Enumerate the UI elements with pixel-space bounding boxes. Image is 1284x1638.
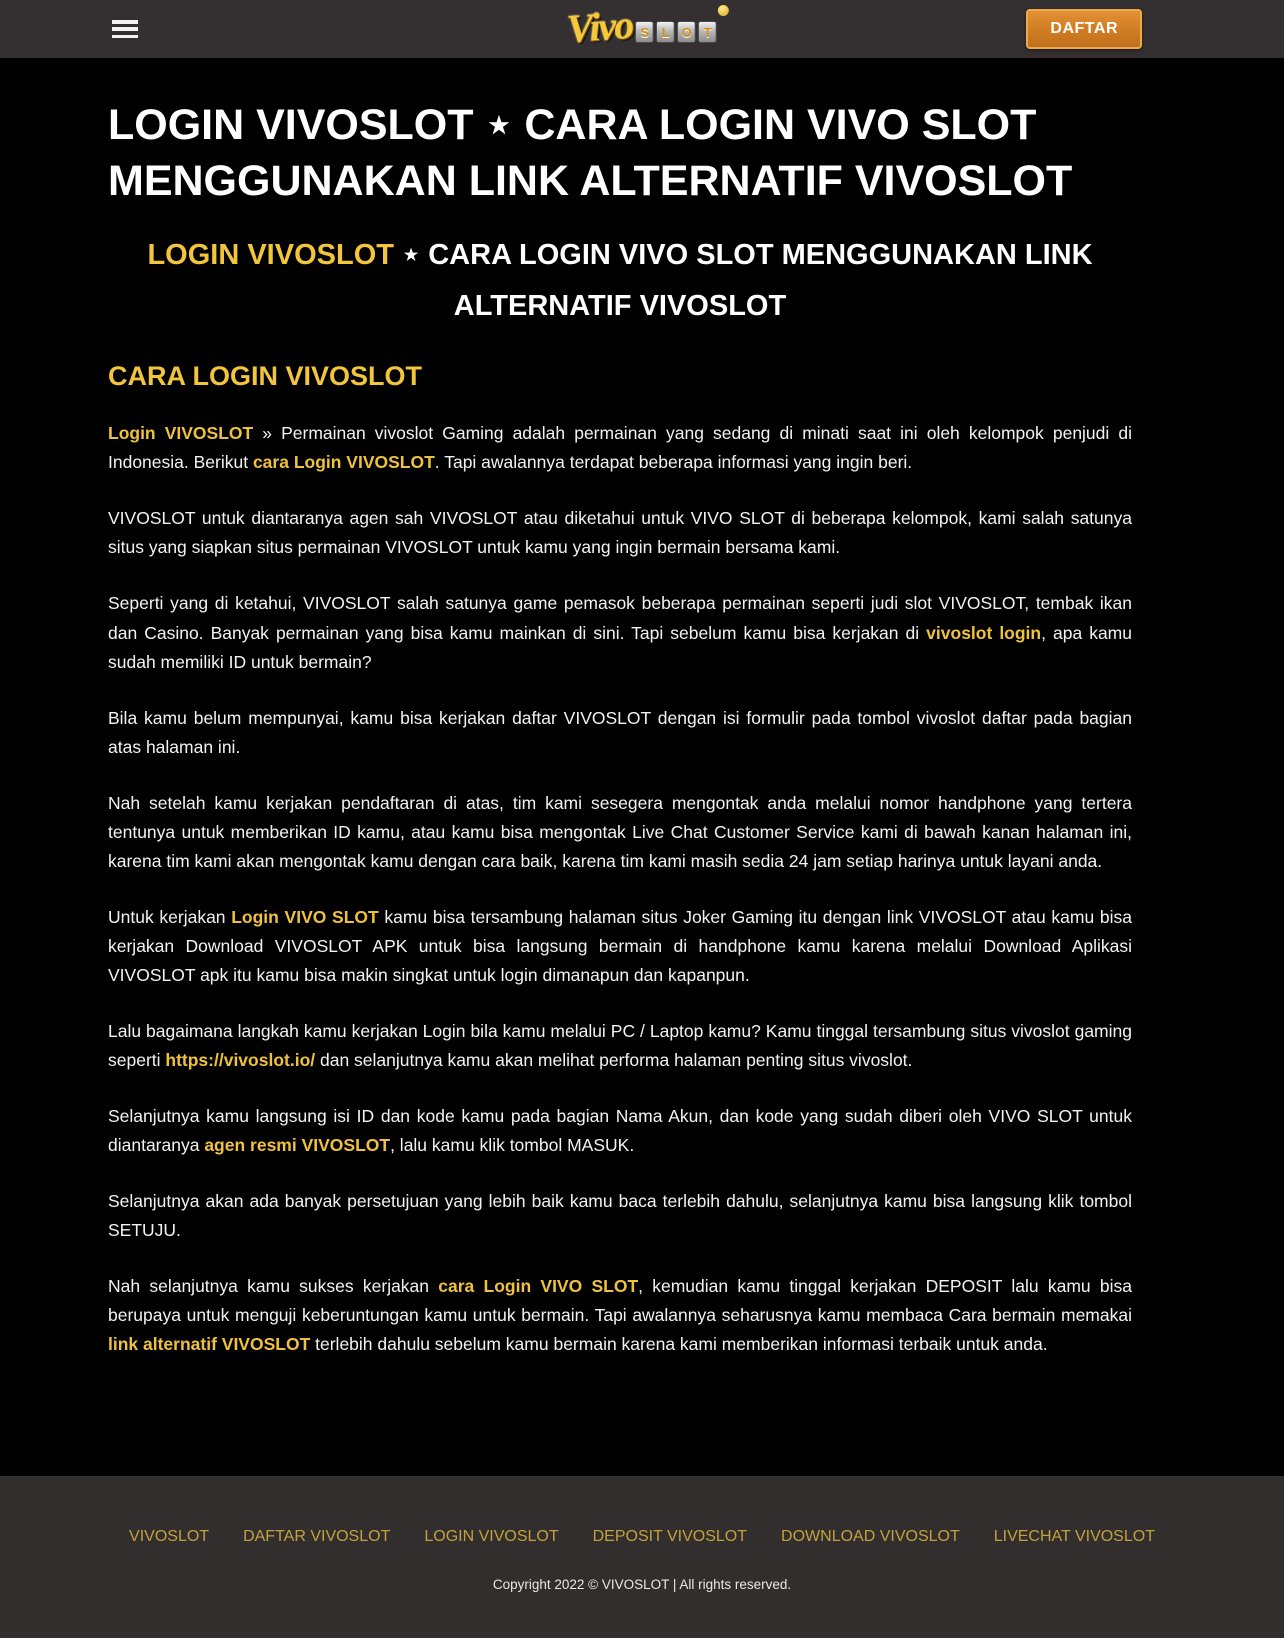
footer-link-vivoslot[interactable]: VIVOSLOT [129, 1528, 210, 1546]
logo-script-text: Vivo [565, 1, 634, 52]
paragraph: Nah setelah kamu kerjakan pendaftaran di atas, tim kami sesegera mengontak anda melalui nomor handphone yang tertera tentunya untuk memberikan ID kamu, atau kamu bisa mengontak Live Chat Customer Service kami di bawah kanan halaman ini, karena tim kami akan mengontak kamu dengan cara baik, karena tim kami masih sedia 24 jam setiap harinya untuk layani anda. [108, 792, 1132, 871]
inline-link[interactable]: Login VIVO SLOT [231, 906, 379, 927]
inline-link[interactable]: cara Login VIVOSLOT [252, 452, 435, 473]
logo-reel-letter: O [677, 21, 696, 43]
article-body [108, 419, 1132, 1359]
top-header-bar [0, 0, 1284, 58]
hamburger-menu-icon[interactable] [112, 20, 138, 38]
copyright-text: Copyright 2022 © VIVOSLOT | All rights reserved. [492, 1577, 792, 1593]
inline-link[interactable]: https://vivoslot.io/ [165, 1050, 316, 1071]
daftar-button[interactable]: DAFTAR [1026, 9, 1142, 49]
footer-link-livechat-vivoslot[interactable]: LIVECHAT VIVOSLOT [993, 1528, 1155, 1546]
sub-title-highlight: LOGIN VIVOSLOT [147, 238, 394, 271]
footer-link-deposit-vivoslot[interactable]: DEPOSIT VIVOSLOT [592, 1528, 748, 1546]
inline-link[interactable]: link alternatif VIVOSLOT [108, 1334, 311, 1355]
paragraph: Nah selanjutnya kamu sukses kerjakan cara Login VIVO SLOT, kemudian kamu tinggal kerjakan DEPOSIT lalu kamu bisa berupaya untuk menguji keberuntungan kamu untuk bermain. Tapi awalannya seharusnya kamu membaca Cara bermain memakai link alternatif VIVOSLOT terlebih dahulu sebelum kamu bermain karena kami memberikan informasi terbaik untuk anda. [108, 1276, 1132, 1355]
logo-reel-letter: T [698, 21, 717, 43]
paragraph: VIVOSLOT untuk diantaranya agen sah VIVOSLOT atau diketahui untuk VIVO SLOT di beberapa kelompok, kami salah satunya situs yang siapkan situs permainan VIVOSLOT untuk kamu yang ingin bermain bersama kami. [108, 508, 1132, 558]
footer-nav [0, 1528, 1284, 1546]
vivoslot-logo[interactable] [565, 1, 717, 52]
logo-reel-letter: L [656, 21, 675, 43]
inline-link[interactable]: cara Login VIVO SLOT [438, 1276, 639, 1297]
footer-link-download-vivoslot[interactable]: DOWNLOAD VIVOSLOT [781, 1528, 960, 1546]
footer-link-login-vivoslot[interactable]: LOGIN VIVOSLOT [424, 1528, 559, 1546]
paragraph: Seperti yang di ketahui, VIVOSLOT salah satunya game pemasok beberapa permainan seperti judi slot VIVOSLOT, tembak ikan dan Casino. Banyak permainan yang bisa kamu mainkan di sini. Tapi sebelum kamu bisa kerjakan di vivoslot login, apa kamu sudah memiliki ID untuk bermain? [108, 593, 1132, 672]
logo-reel-letter: S [635, 21, 654, 43]
sub-title-rest: ⋆ CARA LOGIN VIVO SLOT MENGGUNAKAN LINK ALTERNATIF VIVOSLOT [393, 238, 1093, 322]
logo-ball-icon [718, 5, 729, 16]
section-heading: CARA LOGIN VIVOSLOT [108, 361, 423, 392]
page-title: LOGIN VIVOSLOT ⋆ CARA LOGIN VIVO SLOT MENGGUNAKAN LINK ALTERNATIF VIVOSLOT [108, 101, 1073, 205]
footer-link-daftar-vivoslot[interactable]: DAFTAR VIVOSLOT [243, 1528, 391, 1546]
paragraph: Selanjutnya akan ada banyak persetujuan yang lebih baik kamu baca terlebih dahulu, selanjutnya kamu bisa langsung klik tombol SETUJU. [108, 1191, 1132, 1241]
paragraph: Lalu bagaimana langkah kamu kerjakan Login bila kamu melalui PC / Laptop kamu? Kamu tinggal tersambung situs vivoslot gaming seperti https://vivoslot.io/ dan selanjutnya kamu akan melihat performa halaman penting situs vivoslot. [108, 1020, 1132, 1071]
paragraph: Bila kamu belum mempunyai, kamu bisa kerjakan daftar VIVOSLOT dengan isi formulir pada tombol vivoslot daftar pada bagian atas halaman ini. [108, 707, 1132, 757]
sub-title [108, 230, 1132, 332]
paragraph: Untuk kerjakan Login VIVO SLOT kamu bisa tersambung halaman situs Joker Gaming itu dengan link VIVOSLOT atau kamu bisa kerjakan Download VIVOSLOT APK untuk bisa langsung bermain di handphone kamu karena melalui Download Aplikasi VIVOSLOT apk itu kamu bisa makin singkat untuk login dimanapun dan kapanpun. [108, 906, 1133, 985]
paragraph: Selanjutnya kamu langsung isi ID dan kode kamu pada bagian Nama Akun, dan kode yang sudah diberi oleh VIVO SLOT untuk diantaranya agen resmi VIVOSLOT, lalu kamu klik tombol MASUK. [108, 1106, 1132, 1156]
inline-link[interactable]: Login VIVOSLOT [108, 423, 254, 444]
main-content [0, 58, 1284, 1476]
logo-slot-reels [635, 21, 717, 43]
footer [0, 1476, 1284, 1638]
paragraph: Login VIVOSLOT » Permainan vivoslot Gaming adalah permainan yang sedang di minati saat ini oleh kelompok penjudi di Indonesia. Berikut cara Login VIVOSLOT. Tapi awalannya terdapat beberapa informasi yang ingin beri. [108, 423, 1132, 473]
inline-link[interactable]: vivoslot login [926, 622, 1042, 643]
inline-link[interactable]: agen resmi VIVOSLOT [204, 1135, 391, 1156]
